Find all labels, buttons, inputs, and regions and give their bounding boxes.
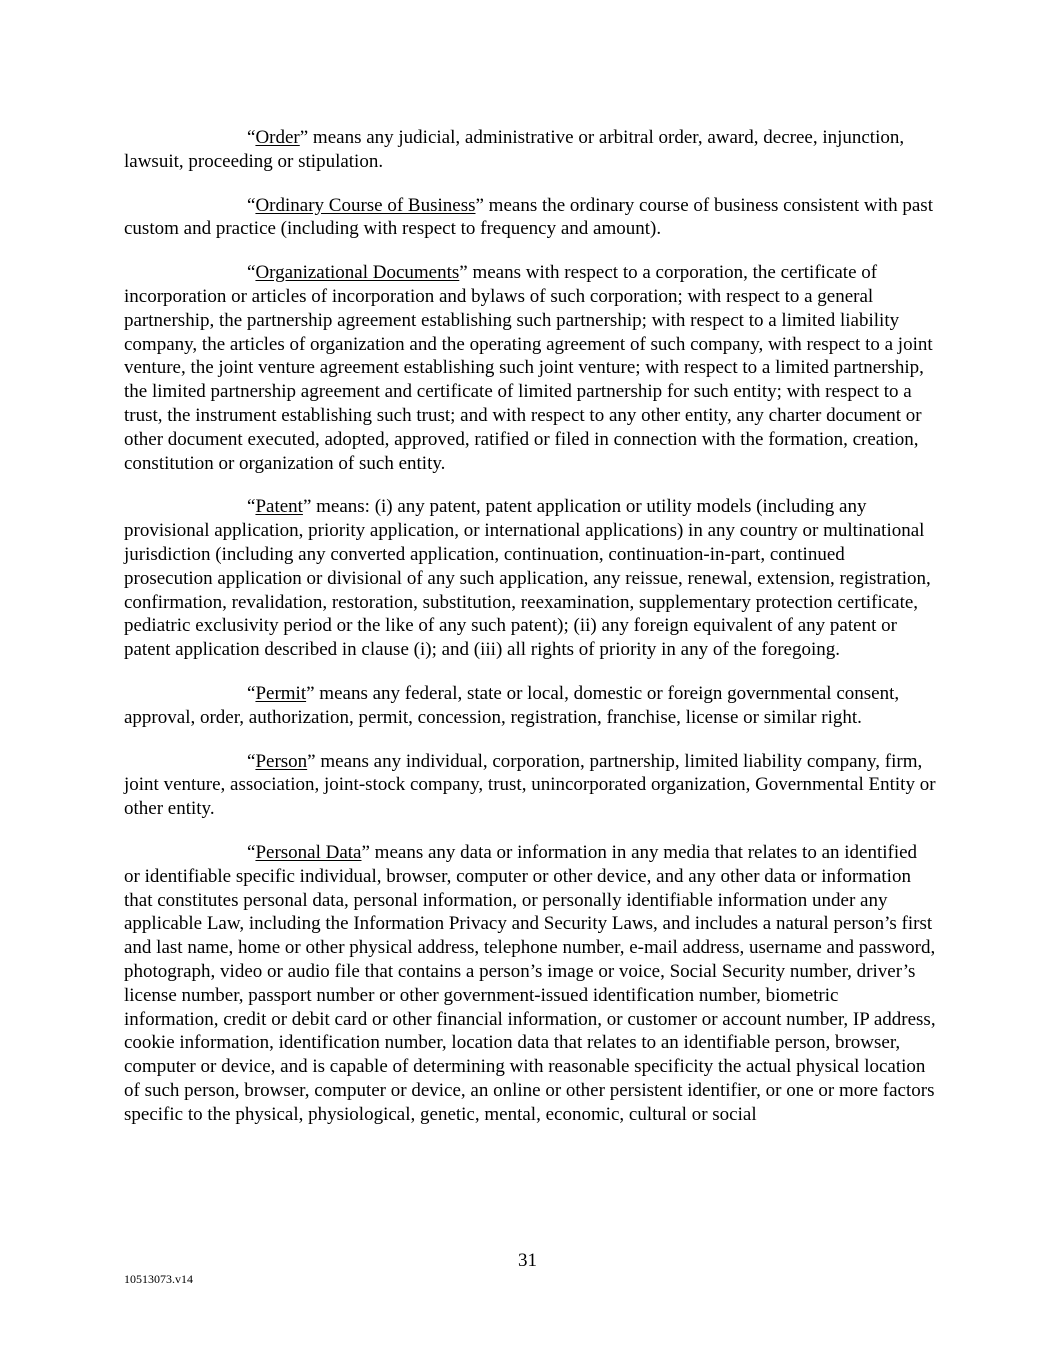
- defined-term: Permit: [255, 682, 307, 704]
- definition-text: ” means any data or information in any media that relates to an identified or identifiable specific individual, browser, computer or other device, and any other data or information that constitutes personal data, personal information, or personally identifiable information under any applicable Law, including the Information Privacy and Security Laws, and includes a natural person’s first and last name, home or other physical address, telephone number, e-mail address, username and password, photograph, video or audio file that contains a person’s image or voice, Social Security number, driver’s license number, passport number or other government-issued identification number, biometric information, credit or debit card or other financial information, or customer or account number, IP address, cookie information, identification number, location data that relates to an identifiable person, browser, computer or device, and is capable of determining with reasonable specificity the actual physical location of such person, browser, computer or device, an online or other persistent identifier, or one or more factors specific to the physical, physiological, genetic, mental, economic, cultural or social: [124, 841, 936, 1125]
- open-quote: “: [247, 750, 256, 772]
- defined-term: Personal Data: [255, 841, 362, 863]
- definition-ordinary-course-of-business: [124, 194, 936, 242]
- defined-term: Order: [255, 127, 300, 148]
- definition-order: [124, 126, 936, 174]
- definition-text: ” means any federal, state or local, domestic or foreign governmental consent, approval, order, authorization, permit, concession, registration, franchise, license or similar right.: [124, 682, 900, 728]
- definition-text: ” means any individual, corporation, partnership, limited liability company, firm, joint venture, association, joint-stock company, trust, unincorporated organization, Governmental Entity or other entity.: [124, 750, 936, 820]
- definition-organizational-documents: [124, 261, 936, 475]
- definition-text: ” means the ordinary course of business consistent with past custom and practice (including with respect to frequency and amount).: [124, 194, 933, 240]
- definition-text: ” means: (i) any patent, patent application or utility models (including any provisional application, priority application, or international applications) in any country or multinational jurisdiction (including any converted application, continuation, continuation-in-part, continued prosecution application or divisional of any such application, any reissue, renewal, extension, registration, confirmation, revalidation, restoration, substitution, reexamination, supplementary protection certificate, pediatric exclusivity period or the like of any such patent); (ii) any foreign equivalent of any patent or patent application described in clause (i); and (iii) all rights of priority in any of the foregoing.: [124, 496, 931, 661]
- open-quote: “: [247, 682, 256, 704]
- open-quote: “: [247, 127, 256, 148]
- definition-text: ” means with respect to a corporation, the certificate of incorporation or articles of incorporation and bylaws of such corporation; with respect to a general partnership, the partnership agreement establishing such partnership; with respect to a limited liability company, the articles of organization and the operating agreement of such company, with respect to a joint venture, the joint venture agreement establishing such joint venture; with respect to a limited partnership, the limited partnership agreement and certificate of limited partnership for such entity; with respect to a trust, the instrument establishing such trust; and with respect to any other entity, any charter document or other document executed, adopted, approved, ratified or filed in connection with the formation, creation, constitution or organization of such entity.: [124, 262, 933, 474]
- defined-term: Patent: [255, 496, 303, 518]
- defined-term: Ordinary Course of Business: [255, 194, 476, 216]
- definition-person: [124, 750, 936, 821]
- definition-patent: [124, 495, 936, 662]
- definition-text: ” means any judicial, administrative or arbitral order, award, decree, injunction, lawsuit, proceeding or stipulation.: [124, 127, 905, 172]
- document-id: 10513073.v14: [124, 1272, 193, 1286]
- page-number: 31: [518, 1250, 537, 1271]
- open-quote: “: [247, 262, 256, 284]
- document-body: [124, 126, 936, 1146]
- definition-personal-data: [124, 841, 936, 1127]
- open-quote: “: [247, 194, 256, 216]
- definition-permit: [124, 682, 936, 730]
- open-quote: “: [247, 496, 256, 518]
- defined-term: Organizational Documents: [255, 262, 460, 284]
- open-quote: “: [247, 841, 256, 863]
- defined-term: Person: [255, 750, 308, 772]
